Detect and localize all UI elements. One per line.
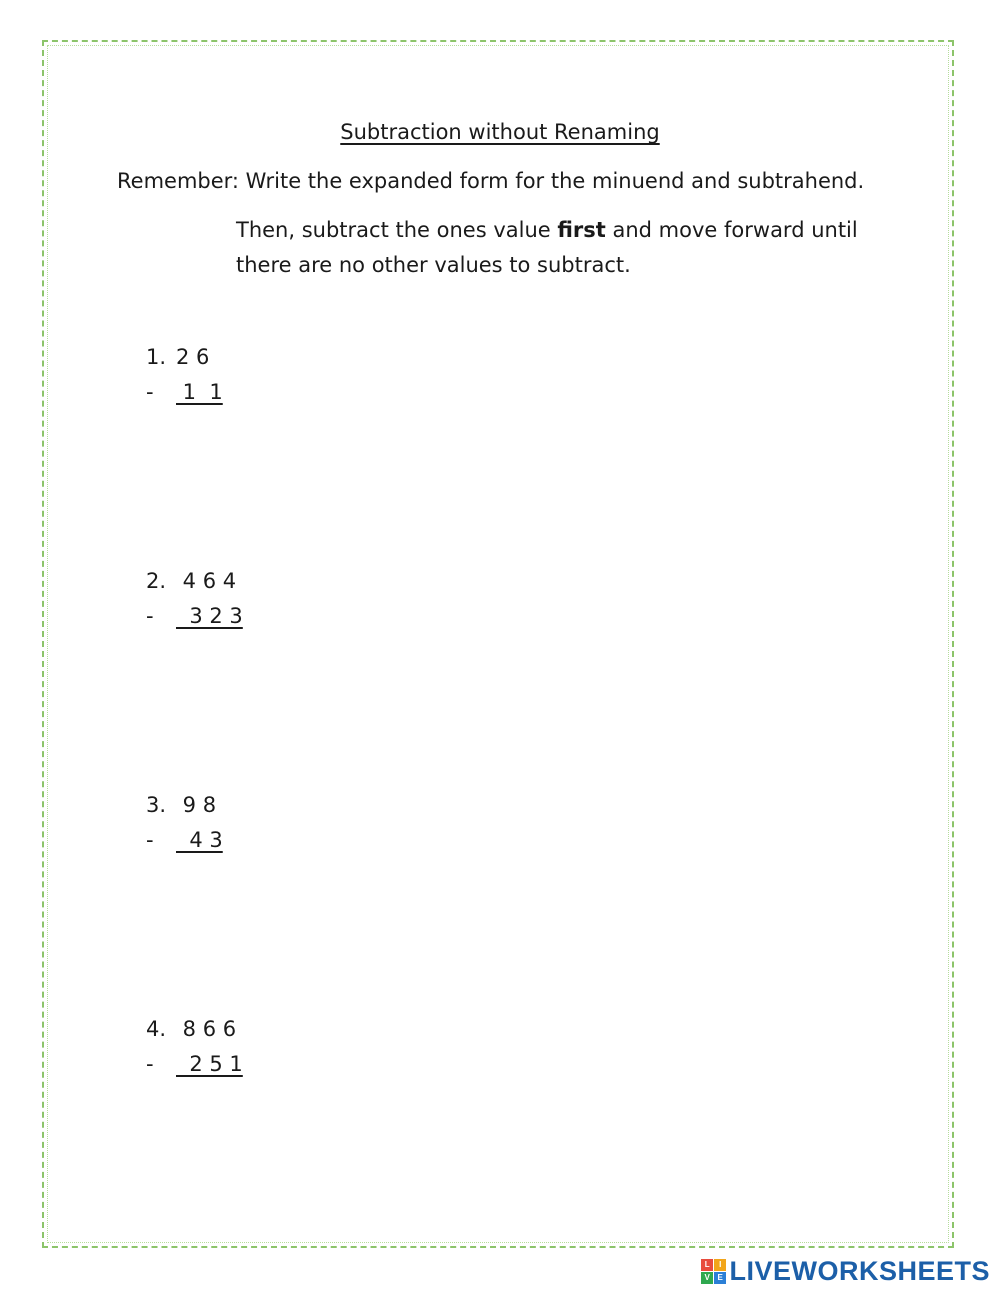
minus-sign: - bbox=[146, 604, 154, 628]
minuend: 4 6 4 bbox=[176, 569, 237, 593]
problem-3 bbox=[146, 788, 223, 858]
logo-mark-letter: V bbox=[701, 1272, 713, 1284]
minuend: 2 6 bbox=[176, 345, 210, 369]
instruction-bold: first bbox=[557, 218, 606, 242]
minus-sign: - bbox=[146, 380, 154, 404]
logo-text: LIVEWORKSHEETS bbox=[729, 1256, 990, 1286]
liveworksheets-logo-icon bbox=[701, 1259, 726, 1284]
problem-number: 3. bbox=[146, 793, 167, 817]
logo-mark-letter: I bbox=[714, 1259, 726, 1271]
problem-4 bbox=[146, 1012, 243, 1082]
problem-2 bbox=[146, 564, 243, 634]
problem-number: 2. bbox=[146, 569, 167, 593]
problem-number: 1. bbox=[146, 345, 167, 369]
minus-sign: - bbox=[146, 828, 154, 852]
problem-1 bbox=[146, 340, 223, 410]
subtrahend: 2 5 1 bbox=[176, 1052, 243, 1076]
subtrahend: 1 1 bbox=[176, 380, 223, 404]
subtrahend: 3 2 3 bbox=[176, 604, 243, 628]
minuend: 8 6 6 bbox=[176, 1017, 237, 1041]
remember-text: Remember: Write the expanded form for the minuend and subtrahend. bbox=[117, 169, 865, 193]
logo-mark-letter: E bbox=[714, 1272, 726, 1284]
minuend: 9 8 bbox=[176, 793, 217, 817]
instruction-text bbox=[236, 213, 896, 283]
instruction-before: Then, subtract the ones value bbox=[236, 218, 558, 242]
liveworksheets-logo bbox=[701, 1256, 990, 1287]
minus-sign: - bbox=[146, 1052, 154, 1076]
subtrahend: 4 3 bbox=[176, 828, 223, 852]
problem-number: 4. bbox=[146, 1017, 167, 1041]
instruction-after: and move forward until there are no other values to subtract. bbox=[236, 218, 858, 277]
page-title: Subtraction without Renaming bbox=[340, 120, 660, 144]
logo-mark-letter: L bbox=[701, 1259, 713, 1271]
